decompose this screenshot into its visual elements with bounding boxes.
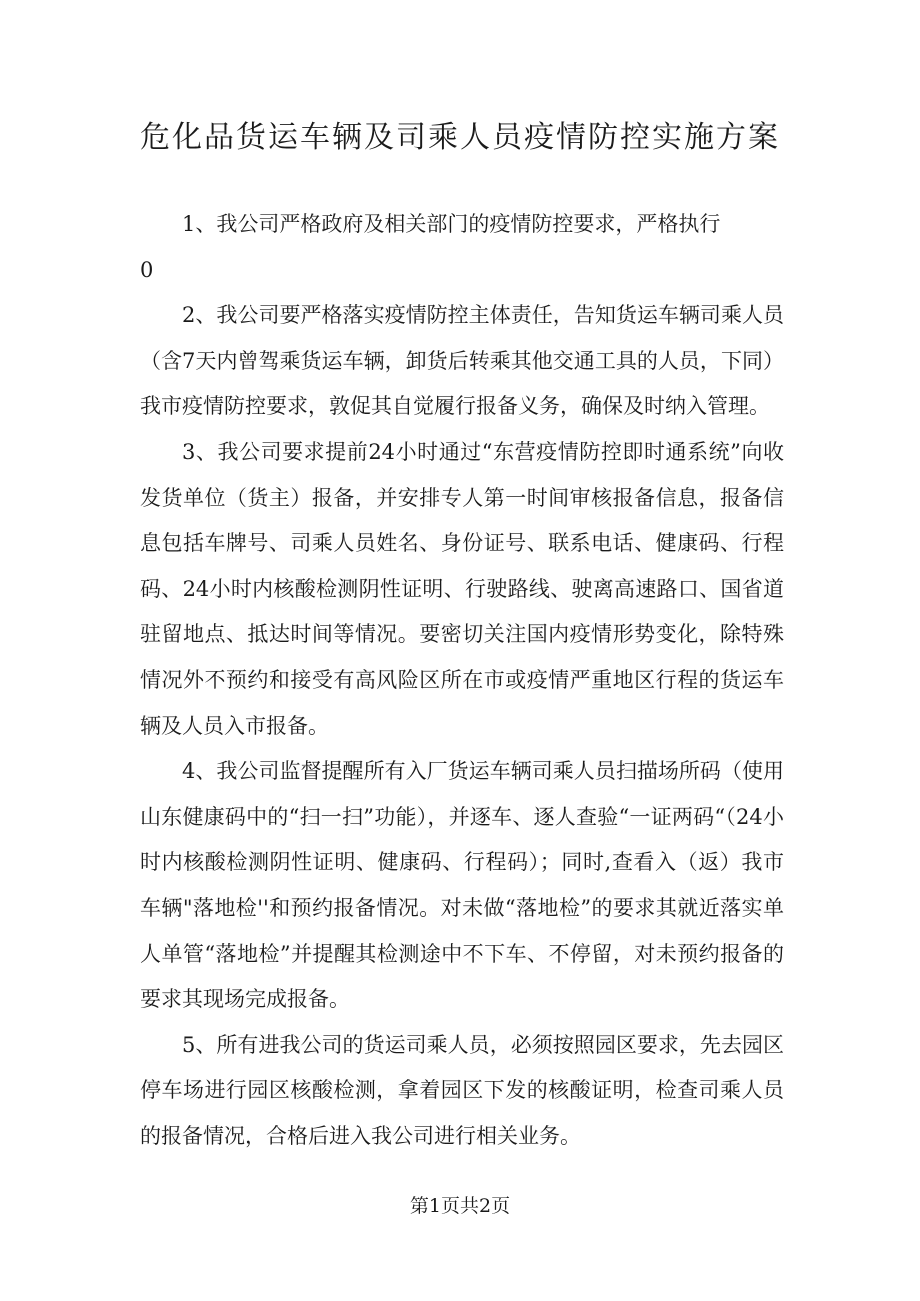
paragraph-4: 4、我公司监督提醒所有入厂货运车辆司乘人员扫描场所码（使用山东健康码中的“扫一扫”功能），并逐车、逐人查验“一证两码“（24小时内核酸检测阴性证明、健康码、行程码）；同时,查看入（返）我市车辆"落地检''和预约报备情况。对未做“落地检”的要求其就近落实单人单管“落地检”并提醒其检测途中不下车、不停留，对未预约报备的要求其现场完成报备。 [140, 759, 784, 1012]
stray-character: 0 [140, 257, 154, 282]
page-footer: 第1页共2页 [409, 1195, 511, 1217]
paragraph-3: 3、我公司要求提前24小时通过“东营疫情防控即时通系统”向收发货单位（货主）报备，并安排专人第一时间审核报备信息，报备信息包括车牌号、司乘人员姓名、身份证号、联系电话、健康码、行程码、24小时内核酸检测阴性证明、行驶路线、驶离高速路口、国省道驻留地点、抵达时间等情况。要密切关注国内疫情形势变化，除特殊情况外不预约和接受有高风险区所在市或疫情严重地区行程的货运车辆及人员入市报备。 [140, 439, 784, 738]
paragraph-2: 2、我公司要严格落实疫情防控主体责任，告知货运车辆司乘人员（含7天内曾驾乘货运车辆，卸货后转乘其他交通工具的人员，下同）我市疫情防控要求，敦促其自觉履行报备义务，确保及时纳入管理。 [140, 303, 784, 419]
document-body [140, 202, 784, 1159]
paragraph-1: 1、我公司严格政府及相关部门的疫情防控要求，严格执行 [182, 212, 721, 236]
document-title: 危化品货运车辆及司乘人员疫情防控实施方案 [140, 120, 780, 155]
paragraph-5: 5、所有进我公司的货运司乘人员，必须按照园区要求，先去园区停车场进行园区核酸检测，拿着园区下发的核酸证明，检查司乘人员的报备情况，合格后进入我公司进行相关业务。 [140, 1032, 784, 1148]
